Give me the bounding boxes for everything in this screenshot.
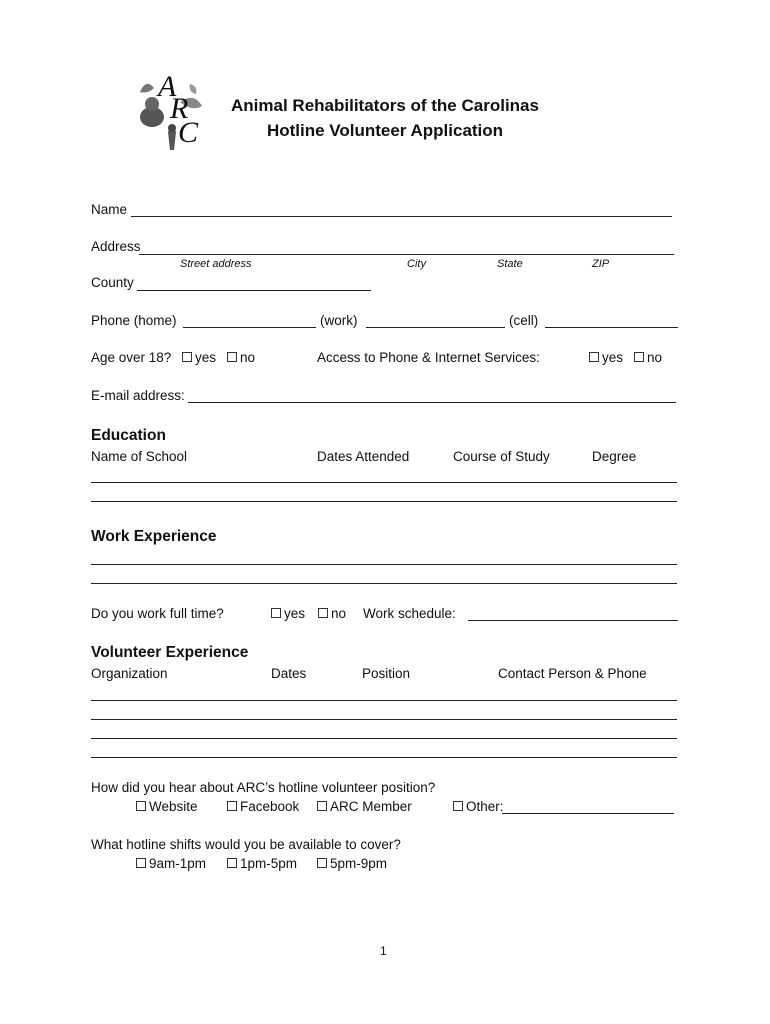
hear-member-label: ARC Member xyxy=(330,799,412,814)
access-label: Access to Phone & Internet Services: xyxy=(317,350,540,365)
shift-evening-label: 5pm-9pm xyxy=(330,856,388,871)
phone-cell-field[interactable] xyxy=(545,327,678,328)
fulltime-no-checkbox[interactable] xyxy=(318,606,346,621)
edu-col-course: Course of Study xyxy=(453,449,550,464)
phone-home-label: Phone (home) xyxy=(91,313,177,328)
checkbox-icon xyxy=(136,801,146,811)
fulltime-yes-checkbox[interactable] xyxy=(271,606,305,621)
phone-cell-label: (cell) xyxy=(509,313,539,328)
work-row-1[interactable] xyxy=(91,564,677,565)
hear-other-label: Other: xyxy=(466,799,504,814)
vol-col-dates: Dates xyxy=(271,666,307,681)
age-no-label: no xyxy=(240,350,256,365)
age-yes-checkbox[interactable] xyxy=(182,350,216,365)
zip-hint: ZIP xyxy=(592,258,610,270)
form-title: Hotline Volunteer Application xyxy=(266,121,504,140)
schedule-field[interactable] xyxy=(468,620,678,621)
schedule-label: Work schedule: xyxy=(363,606,456,621)
logo-letter-c: C xyxy=(178,116,199,149)
hear-question: How did you hear about ARC’s hotline volunteer position? xyxy=(91,780,436,795)
hear-member-checkbox[interactable] xyxy=(317,799,412,814)
name-label: Name xyxy=(91,202,128,217)
shift-morning-checkbox[interactable] xyxy=(136,856,206,871)
street-address-hint: Street address xyxy=(180,258,252,270)
shift-afternoon-checkbox[interactable] xyxy=(227,856,297,871)
fulltime-yes-label: yes xyxy=(284,606,306,621)
age-yes-label: yes xyxy=(195,350,217,365)
education-heading: Education xyxy=(91,427,166,444)
access-yes-label: yes xyxy=(602,350,624,365)
volunteer-row-2[interactable] xyxy=(91,719,677,720)
work-row-2[interactable] xyxy=(91,583,677,584)
county-field[interactable] xyxy=(137,290,371,291)
hear-facebook-label: Facebook xyxy=(240,799,300,814)
age-label: Age over 18? xyxy=(91,350,172,365)
volunteer-row-4[interactable] xyxy=(91,757,677,758)
checkbox-icon xyxy=(136,858,146,868)
city-hint: City xyxy=(407,258,426,270)
checkbox-icon xyxy=(318,608,328,618)
fulltime-no-label: no xyxy=(331,606,347,621)
shifts-question: What hotline shifts would you be available to cover? xyxy=(91,837,401,852)
volunteer-heading: Volunteer Experience xyxy=(91,644,249,661)
logo-letter-a: A xyxy=(158,70,177,103)
hear-facebook-checkbox[interactable] xyxy=(227,799,299,814)
county-label: County xyxy=(91,275,134,290)
address-field[interactable] xyxy=(139,254,674,255)
checkbox-icon xyxy=(227,801,237,811)
logo-letter-r: R xyxy=(170,92,189,125)
age-no-checkbox[interactable] xyxy=(227,350,255,365)
phone-work-field[interactable] xyxy=(366,327,505,328)
vol-col-org: Organization xyxy=(91,666,168,681)
access-no-checkbox[interactable] xyxy=(634,350,662,365)
access-yes-checkbox[interactable] xyxy=(589,350,623,365)
education-row-2[interactable] xyxy=(91,501,677,502)
hear-website-label: Website xyxy=(149,799,198,814)
page-number: 1 xyxy=(380,944,387,958)
access-no-label: no xyxy=(647,350,663,365)
shift-evening-checkbox[interactable] xyxy=(317,856,387,871)
volunteer-row-3[interactable] xyxy=(91,738,677,739)
hear-other-checkbox[interactable] xyxy=(453,799,504,814)
checkbox-icon xyxy=(634,352,644,362)
vol-col-contact: Contact Person & Phone xyxy=(498,666,647,681)
email-label: E-mail address: xyxy=(91,388,185,403)
fulltime-label: Do you work full time? xyxy=(91,606,224,621)
checkbox-icon xyxy=(317,858,327,868)
checkbox-icon xyxy=(317,801,327,811)
checkbox-icon xyxy=(227,858,237,868)
org-title: Animal Rehabilitators of the Carolinas xyxy=(231,96,539,115)
vol-col-position: Position xyxy=(362,666,411,681)
edu-col-school: Name of School xyxy=(91,449,188,464)
address-label: Address xyxy=(91,239,141,254)
email-field[interactable] xyxy=(188,402,676,403)
name-field[interactable] xyxy=(131,216,672,217)
checkbox-icon xyxy=(453,801,463,811)
checkbox-icon xyxy=(589,352,599,362)
checkbox-icon xyxy=(182,352,192,362)
edu-col-degree: Degree xyxy=(592,449,637,464)
hear-other-field[interactable] xyxy=(502,813,674,814)
edu-col-dates: Dates Attended xyxy=(317,449,410,464)
checkbox-icon xyxy=(271,608,281,618)
shift-morning-label: 9am-1pm xyxy=(149,856,207,871)
hear-website-checkbox[interactable] xyxy=(136,799,198,814)
state-hint: State xyxy=(497,258,523,270)
phone-home-field[interactable] xyxy=(183,327,316,328)
education-row-1[interactable] xyxy=(91,482,677,483)
volunteer-row-1[interactable] xyxy=(91,700,677,701)
shift-afternoon-label: 1pm-5pm xyxy=(240,856,298,871)
phone-work-label: (work) xyxy=(320,313,358,328)
checkbox-icon xyxy=(227,352,237,362)
work-heading: Work Experience xyxy=(91,528,217,545)
